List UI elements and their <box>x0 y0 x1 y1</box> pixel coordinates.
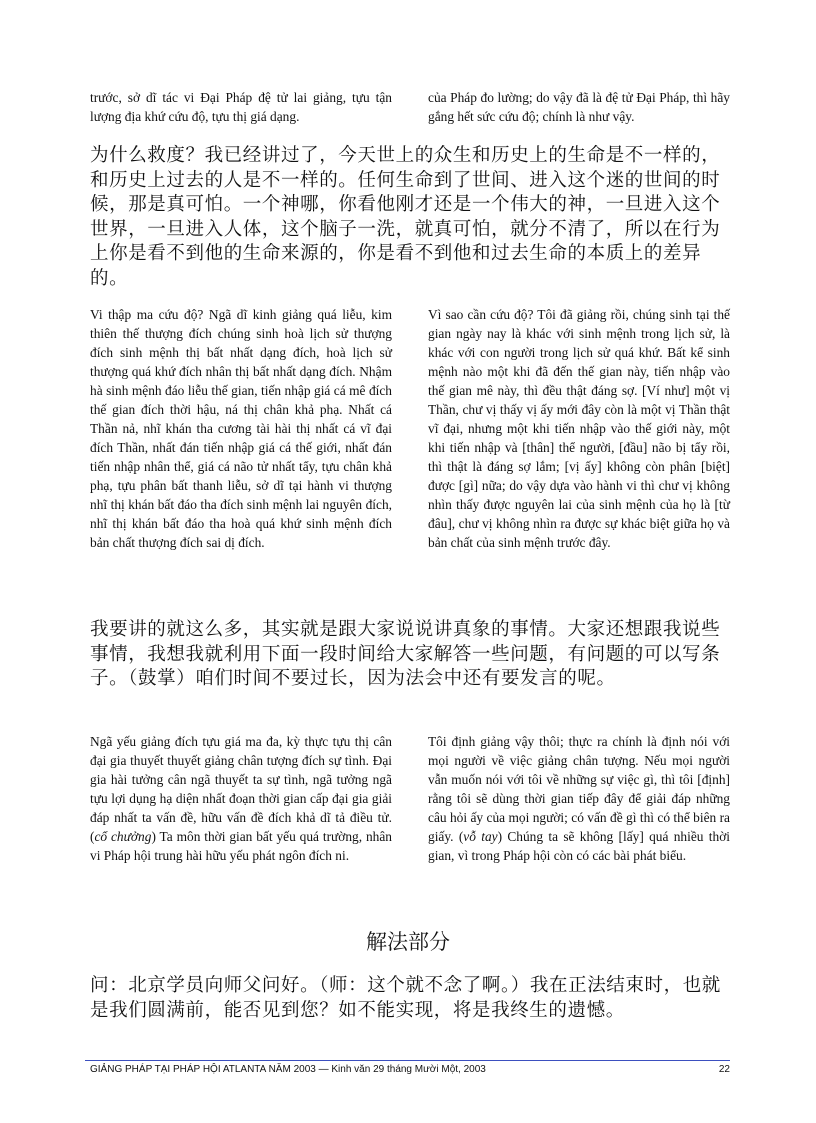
paragraph-2-chinese: 我要讲的就这么多，其实就是跟大家说说讲真象的事情。大家还想跟我说些事情，我想我就利用下面一段时间给大家解答一些问题，有问题的可以写条子。（鼓掌）咱们时间不要过长，因为法会中还有要发言的呢。 <box>90 619 721 689</box>
question-chinese: 问：北京学员向师父问好。（师：这个就不念了啊。）我在正法结束时，也就是我们圆满前，能否见到您？如不能实现，将是我终生的遗憾。 <box>90 975 721 1021</box>
paragraph-1-vietnamese-translit: Vi thập ma cứu độ? Ngã dĩ kinh giảng quá liễu, kim thiên thế thượng đích chúng sinh hoà lịch sử thượng đích sinh mệnh thị bất nhất dạng đích, hoà lịch sử thượng quá khứ đích nhân thị bất nhất dạng đích. Nhậm hà sinh mệnh đáo liễu thế gian, tiến nhập giá cá mê đích thế gian đích thời hậu, ná thị chân khả phạ. Nhất cá Thần nả, nhĩ khán tha cương tài hài thị nhất cá vĩ đại đích Thần, nhất đán tiến nhập giá cá thế giới, nhất đán tiến nhập nhân thể, giá cá não tử nhất tẩy, tựu chân khả phạ, tựu phân bất thanh liễu, sở dĩ tại hành vi thượng nhĩ thị khán bất đáo tha đích sinh mệnh lai nguyên đích, nhĩ thị khán bất đáo tha hoà quá khứ sinh mệnh đích bản chất thượng đích sai dị đích. <box>90 307 392 550</box>
top-vietnamese-translit: trước, sở dĩ tác vi Đại Pháp đệ tử lai giảng, tựu tận lượng địa khứ cứu độ, tựu thị giá dạng. <box>90 90 392 124</box>
paragraph-1-vietnamese: Vì sao cần cứu độ? Tôi đã giảng rồi, chúng sinh tại thế gian ngày nay là khác với sinh mệnh trong lịch sử, là khác với con người trong lịch sử quá khứ. Bất kể sinh mệnh nào một khi đã đến thế gian này, tiến nhập vào thế gian mê này, thì đều thật đáng sợ. [Ví như] một vị Thần, chư vị thấy vị ấy mới đây còn là một vị Thần thật vĩ đại, nhưng một khi tiến nhập vào thế giới này, một khi tiến nhập và [thân] thể người, [đầu] não bị tẩy rồi, thì thật là đáng sợ lắm; [vị ấy] không còn phân [biệt] được [gì] nữa; do vậy dựa vào hành vi thì chư vị không nhìn thấy được nguyên lai của sinh mệnh của họ là [từ đâu], chư vị không nhìn ra được sự khác biệt giữa họ và bản chất của sinh mệnh trước đây. <box>428 307 730 550</box>
applause-note-translit: cổ chưởng <box>94 829 152 844</box>
top-two-column <box>90 88 730 126</box>
paragraph-2-vietnamese: Tôi định giảng vậy thôi; thực ra chính là định nói với mọi người về việc giảng chân tượng. Nếu mọi người vẫn muốn nói với tôi về những sự việc gì, thì tôi [định] rằng tôi sẽ dùng thời gian tiếp đây để giải đáp những câu hỏi ấy của mọi người; có vấn đề gì thì có thể biên ra giấy. (vỗ tay) Chúng ta sẽ không [lấy] quá nhiều thời gian, vì trong Pháp hội còn có các bài phát biểu. <box>428 734 730 863</box>
paragraph-2-two-column <box>90 732 730 865</box>
top-vietnamese: của Pháp đo lường; do vậy đã là đệ tử Đại Pháp, thì hãy gắng hết sức cứu độ; chính là như vậy. <box>428 90 730 124</box>
page-number: 22 <box>718 1064 730 1075</box>
footer-rule <box>85 1060 730 1061</box>
page-footer <box>90 1064 730 1075</box>
section-heading: 解法部分 <box>366 930 450 954</box>
applause-note: vỗ tay <box>463 829 498 844</box>
paragraph-1-chinese: 为什么救度？我已经讲过了，今天世上的众生和历史上的生命是不一样的，和历史上过去的人是不一样的。任何生命到了世间、进入这个迷的世间的时候，那是真可怕。一个神哪，你看他刚才还是一个伟大的神，一旦进入这个世界，一旦进入人体，这个脑子一洗，就真可怕，就分不清了，所以在行为上你是看不到他的生命来源的，你是看不到他和过去生命的本质上的差异的。 <box>90 145 721 289</box>
footer-title: GIẢNG PHÁP TẠI PHÁP HỘI ATLANTA NĂM 2003 — Kinh văn 29 tháng Mười Một, 2003 <box>90 1064 486 1075</box>
paragraph-1-two-column <box>90 305 730 552</box>
paragraph-2-vietnamese-translit: Ngã yếu giảng đích tựu giá ma đa, kỳ thực tựu thị cân đại gia thuyết thuyết giảng chân tượng đích sự tình. Đại gia hài tưởng cân ngã thuyết ta sự tình, ngã tưởng ngã tựu lợi dụng hạ diện nhất đoạn thời gian cấp đại gia giải đáp nhất ta vấn đề, hữu vấn đề đích khả dĩ tả điều tử. (cổ chưởng) Ta môn thời gian bất yếu quá trường, nhân vi Pháp hội trung hài hữu yếu phát ngôn đích ni. <box>90 734 392 863</box>
